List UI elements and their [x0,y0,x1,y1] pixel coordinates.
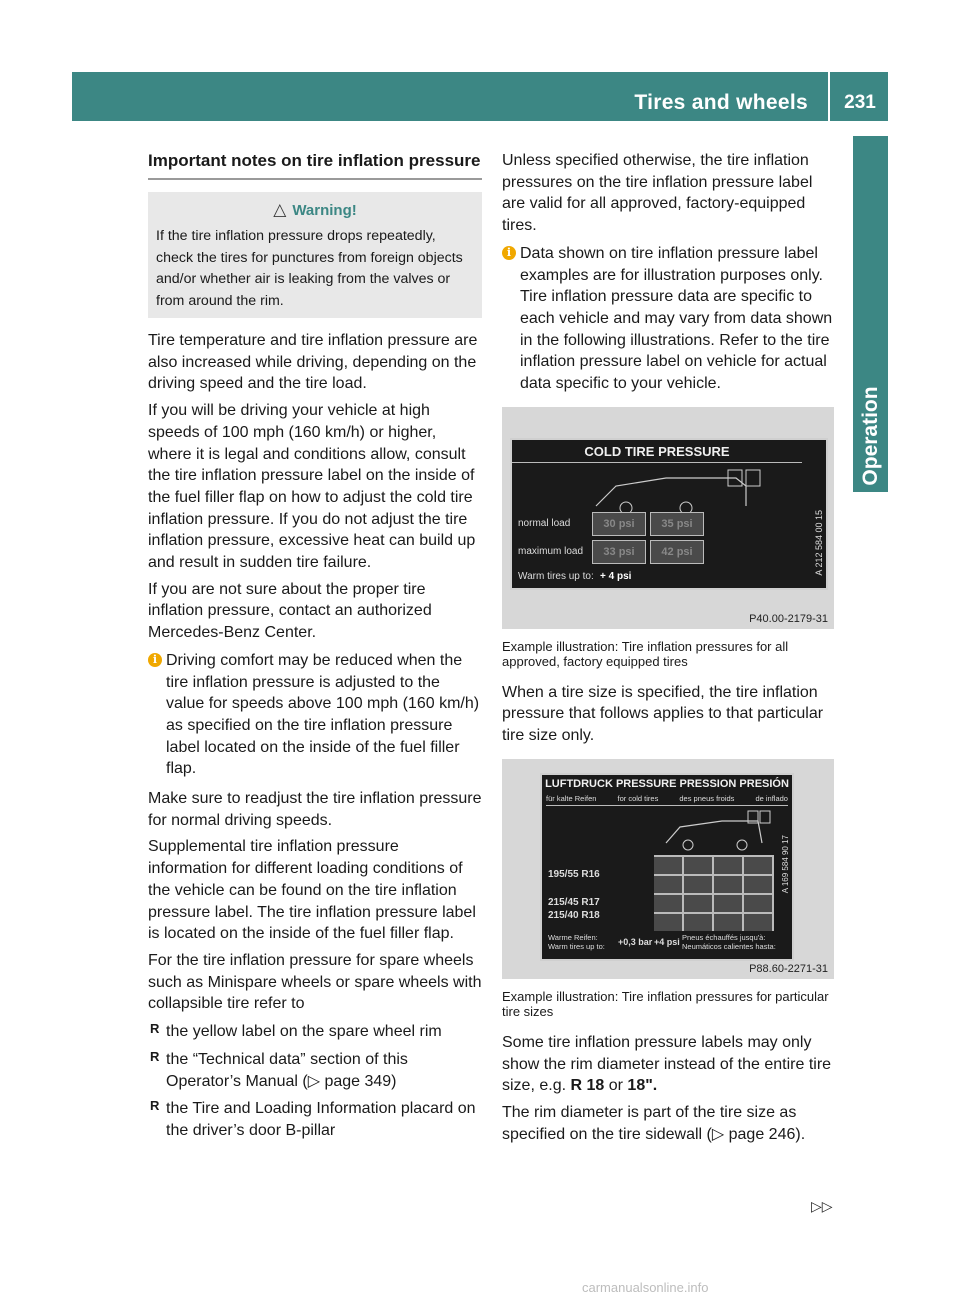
label-subheads [546,794,788,806]
label-title: COLD TIRE PRESSURE [512,444,802,463]
watermark: carmanualsonline.info [582,1280,709,1295]
tire-size: 215/40 R18 [548,909,600,921]
continue-arrows-icon: ▷▷ [811,1198,833,1214]
paragraph: Make sure to readjust the tire inflation pressure for normal driving speeds. [148,790,482,829]
list-item-text: R the yellow label on the spare wheel rim [166,1023,442,1041]
pressure-grid [654,855,774,931]
info-text: Driving comfort may be reduced when the tire inflation pressure is adjusted to the value for speeds above 100 mph (160 km/h) as specified on the tire inflation pressure label located on the inside of the fuel filler flap. [166,651,480,778]
page-header [72,72,888,121]
warm-right: Pneus échauffés jusqu'à: Neumáticos calientes hasta: [682,932,776,951]
paragraph: For the tire inflation pressure for spare wheels such as Minispare wheels or spare wheels with collapsible tire refer to [148,951,482,1013]
warm-value: + 4 psi [600,570,632,582]
pressure-cell: 35 psi [650,512,704,536]
paragraph: Unless specified otherwise, the tire inflation pressures on the tire inflation pressure label are valid for all approved, factory-equipped tires. [502,152,813,235]
list-item-text: R the Tire and Loading Information placard on the driver’s door B-pillar [166,1100,476,1139]
rim-example: 18". [627,1077,658,1095]
paragraph-text: Some tire inflation pressure labels may only show the rim diameter instead of the entire tire size, e.g. [502,1033,832,1095]
part-number: A 212 584 00 15 [814,509,824,576]
subhead: for cold tires [617,793,659,803]
paragraph: If you are not sure about the proper tire inflation pressure, contact an authorized Mercedes-Benz Center. [148,580,432,642]
paragraph: When a tire size is specified, the tire inflation pressure that follows applies to that particular tire size only. [502,683,824,745]
warning-header [156,200,474,220]
info-icon: i [502,246,516,260]
header-title: Tires and wheels [634,91,808,114]
warm-value: +0,3 bar [618,936,653,947]
tire-size: 195/55 R16 [548,868,600,880]
left-column [148,150,482,1148]
tire-pressure-label [540,773,794,961]
warning-text: If the tire inflation pressure drops repeatedly, check the tires for punctures from foreign objects and/or whether air is leaking from the valves or from around the rim. [156,228,463,309]
info-note [502,243,834,395]
pressure-cell: 30 psi [592,512,646,536]
warm-value: +4 psi [654,936,680,947]
warning-triangle-icon: △ [273,200,287,219]
info-text: Data shown on tire inflation pressure label examples are for illustration purposes only. Tire inflation pressure data are specific to each vehicle and may vary from data shown in the following illustrations. Refer to the tire inflation pressure label on vehicle for actual data specific to your vehicle. [520,244,833,393]
subhead: des pneus froids [679,793,735,803]
car-outline-icon [662,809,772,853]
rim-or: or [608,1077,623,1095]
figure-caption: Example illustration: Tire inflation pressures for all approved, factory equipped tires [502,638,789,670]
tire-pressure-label [510,438,828,590]
paragraph: Supplemental tire inflation pressure information for different loading conditions of the vehicle can be found on the tire inflation pressure label. The tire inflation pressure label is located on the inside of the fuel filler flap. [148,838,476,943]
right-column [502,150,834,1150]
page-number: 231 [844,92,876,113]
info-icon: i [148,653,162,667]
side-tab-label: Operation [858,386,882,486]
paragraph: If you will be driving your vehicle at high speeds of 100 mph (160 km/h) or higher, where it is legal and conditions allow, consult the tire inflation pressure label on the inside of the fuel filler flap on how to adjust the cold tire inflation pressure. If you do not adjust the tire inflation pressure, excessive heat can build up and result in sudden tire failure. [148,402,476,572]
side-tab-label-wrap [853,380,888,492]
section-title: Important notes on tire inflation pressure [148,150,482,180]
figure-cold-tire-pressure [502,407,834,629]
figure-caption: Example illustration: Tire inflation pressures for particular tire sizes [502,988,829,1020]
tire-size: 215/45 R17 [548,896,600,908]
paragraph: Tire temperature and tire inflation pressure are also increased while driving, depending on the driving speed and the tire load. [148,332,478,393]
list-item [148,1021,482,1043]
subhead: de inflado [755,793,788,803]
row-label-maximum: maximum load [518,545,584,557]
figure-ref: P40.00-2179-31 [749,612,828,625]
figure-ref: P88.60-2271-31 [749,962,828,975]
row-label-normal: normal load [518,517,571,529]
pressure-cell: 33 psi [592,540,646,564]
subhead: für kalte Reifen [546,793,597,803]
label-title: LUFTDRUCK PRESSURE PRESSION PRESIÓN [545,777,789,790]
part-number: A 169 584 90 17 [781,834,790,894]
row-label-warm: Warm tires up to: [518,570,594,582]
figure-particular-sizes [502,759,834,979]
warning-label: Warning! [292,201,357,219]
pressure-cell: 42 psi [650,540,704,564]
warning-box [148,192,482,318]
paragraph [502,1032,834,1097]
paragraph: The rim diameter is part of the tire size as specified on the tire sidewall (▷ page 246). [502,1103,806,1143]
rim-example: R 18 [570,1077,605,1095]
list-item [148,1049,482,1092]
warm-left: Warme Reifen: Warm tires up to: [548,932,605,951]
car-outline-icon [586,466,786,516]
list-item-text: R the “Technical data” section of this Operator’s Manual (▷ page 349) [166,1050,408,1090]
list-item [148,1098,482,1141]
header-divider [828,72,830,121]
info-note [148,650,482,780]
